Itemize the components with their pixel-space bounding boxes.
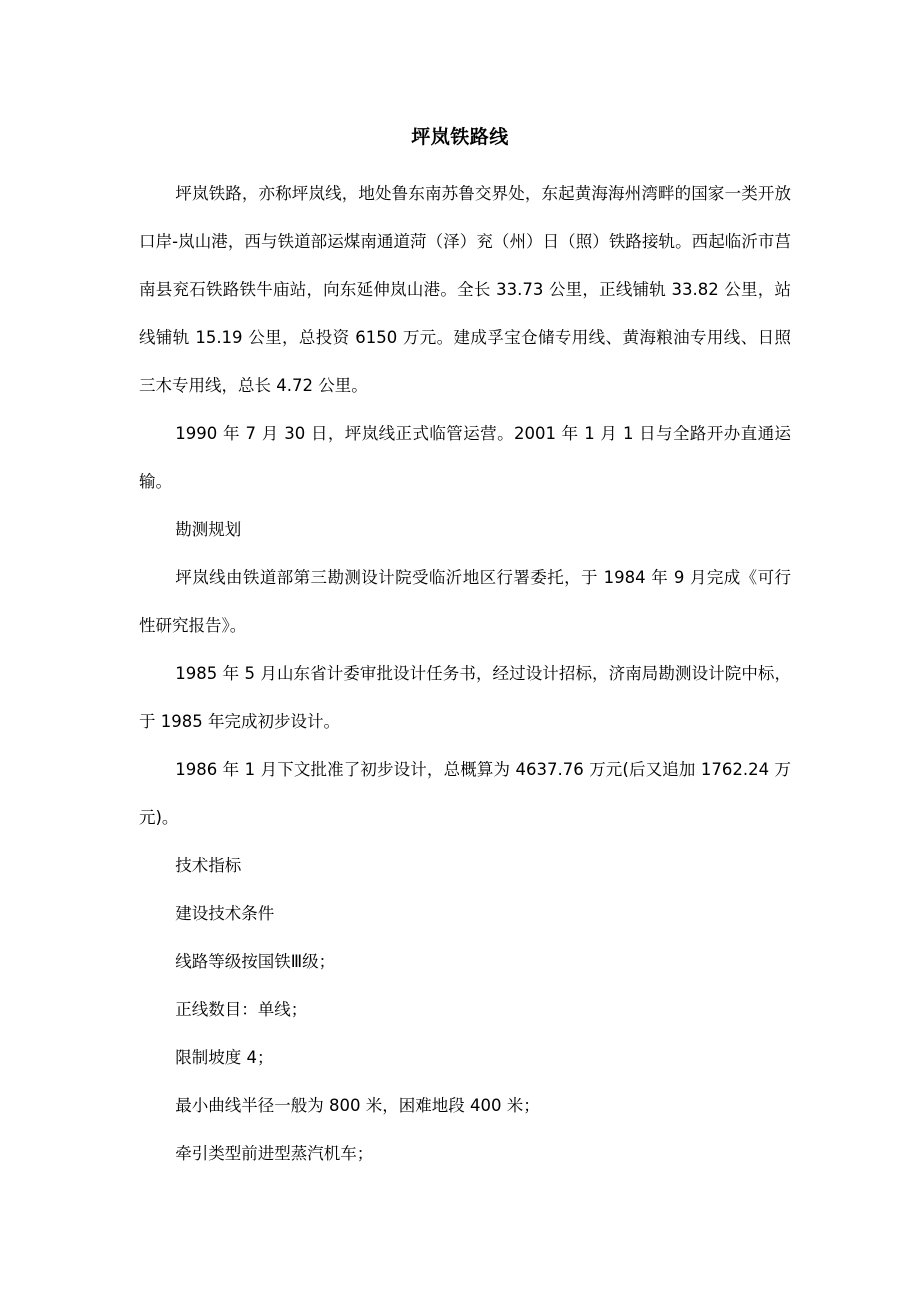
paragraph-overview: 坪岚铁路，亦称坪岚线，地处鲁东南苏鲁交界处，东起黄海海州湾畔的国家一类开放口岸-岚山港，西与铁道部运煤南通道菏（泽）兖（州）日（照）铁路接轨。西起临沂市莒南县兖石铁路铁牛庙站，向东延伸岚山港。全长 33.73 公里，正线铺轨 33.82 公里，站线铺轨 15.19 公里，总投资 6150 万元。建成孚宝仓储专用线、黄海粮油专用线、日照三木专用线，总长 4.72 公里。 [139, 184, 791, 395]
paragraph-budget-approval: 1986 年 1 月下文批准了初步设计，总概算为 4637.76 万元(后又追加 1762.24 万元)。 [139, 760, 791, 827]
document-title: 坪岚铁路线 [411, 126, 509, 148]
paragraph-operation-dates: 1990 年 7 月 30 日，坪岚线正式临管运营。2001 年 1 月 1 日与全路开办直通运输。 [139, 424, 791, 491]
paragraph-feasibility-study: 坪岚线由铁道部第三勘测设计院受临沂地区行署委托，于 1984 年 9 月完成《可行性研究报告》。 [139, 568, 791, 635]
section-heading-survey-planning: 勘测规划 [175, 520, 242, 539]
list-item-traction-type: 牵引类型前进型蒸汽机车； [175, 1144, 374, 1163]
list-item-main-line-count: 正线数目：单线； [175, 1000, 308, 1019]
list-item-min-curve-radius: 最小曲线半径一般为 800 米，困难地段 400 米； [175, 1096, 540, 1115]
paragraph-design-tender: 1985 年 5 月山东省计委审批设计任务书，经过设计招标，济南局勘测设计院中标，于 1985 年完成初步设计。 [139, 664, 791, 731]
list-item-line-grade: 线路等级按国铁Ⅲ级； [175, 952, 336, 971]
list-item-ruling-gradient: 限制坡度 4； [175, 1048, 274, 1067]
subheading-construction-conditions: 建设技术条件 [175, 904, 275, 923]
section-heading-technical-indicators: 技术指标 [175, 856, 242, 875]
document-body [139, 170, 791, 1178]
